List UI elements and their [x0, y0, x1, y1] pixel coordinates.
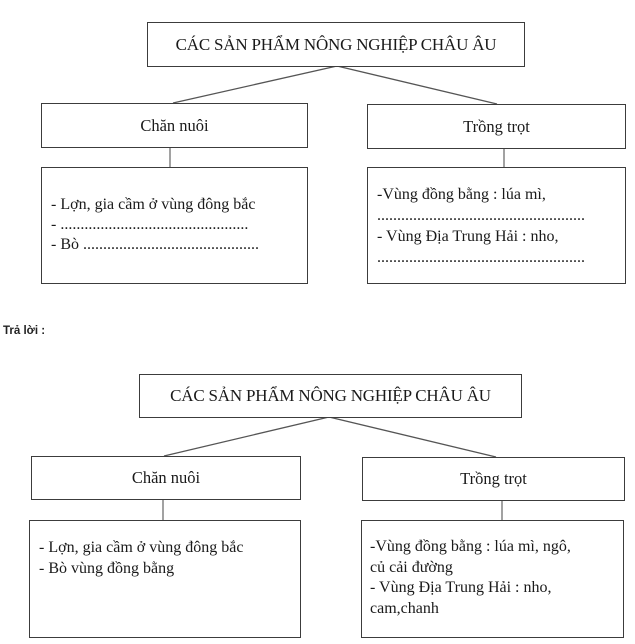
- answer-label: Trả lời :: [3, 325, 46, 337]
- category-label: Trồng trọt: [460, 469, 527, 488]
- content-line: - Vùng Địa Trung Hải : nho,: [377, 228, 559, 245]
- content-line: -Vùng đồng bằng : lúa mì,: [377, 186, 546, 203]
- answer-crops-content: [361, 520, 624, 638]
- answer-category-livestock: [31, 456, 301, 500]
- content-line: - Vùng Địa Trung Hải : nho,: [370, 579, 552, 596]
- answer-title-box: [139, 374, 522, 418]
- answer-livestock-content: [29, 520, 301, 638]
- content-line: - Lợn, gia cầm ở vùng đông bắc: [51, 196, 256, 213]
- content-line: -Vùng đồng bằng : lúa mì, ngô,: [370, 538, 571, 555]
- category-label: Chăn nuôi: [131, 468, 201, 487]
- question-title: CÁC SẢN PHẨM NÔNG NGHIỆP CHÂU ÂU: [175, 34, 497, 54]
- content-line: - Lợn, gia cầm ở vùng đông bắc: [39, 539, 244, 556]
- content-line: - ...............................................: [51, 216, 249, 233]
- content-line: cam,chanh: [370, 599, 439, 617]
- content-line: củ cải đường: [370, 558, 453, 576]
- content-line: ....................................................: [377, 207, 585, 224]
- category-label: Trồng trọt: [463, 116, 530, 136]
- content-line: - Bò vùng đồng bằng: [39, 560, 175, 577]
- answer-category-crops: [362, 457, 625, 501]
- category-label: Chăn nuôi: [140, 115, 209, 135]
- answer-title: CÁC SẢN PHẨM NÔNG NGHIỆP CHÂU ÂU: [170, 386, 491, 405]
- content-line: - Bò ............................................: [51, 236, 259, 253]
- content-line: ....................................................: [377, 249, 585, 266]
